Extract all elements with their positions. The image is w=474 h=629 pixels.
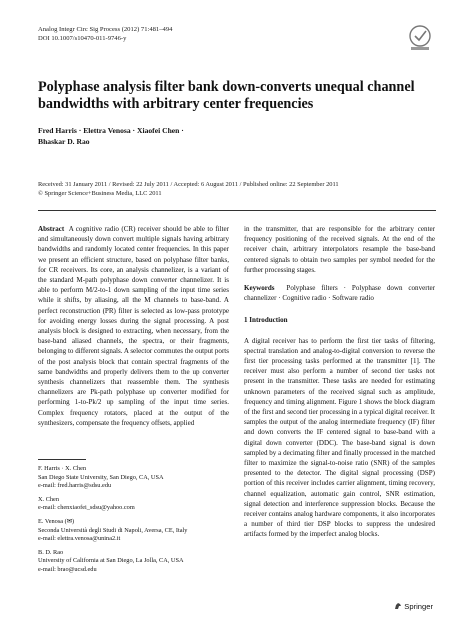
divider xyxy=(38,210,436,211)
paper-title: Polyphase analysis filter bank down-converts unequal channel bandwidths with arbitrary center frequencies xyxy=(38,79,415,112)
crossref-icon xyxy=(407,24,433,52)
affiliation-email: e-mail: fred.harris@sdsu.edu xyxy=(38,482,112,490)
affiliation-email: e-mail: chenxiaofei_sdsu@yahoo.com xyxy=(38,504,135,512)
publisher-name: Springer xyxy=(404,602,433,611)
journal-citation: Analog Integr Circ Sig Process (2012) 71:481–494 xyxy=(38,26,173,33)
abstract xyxy=(38,224,229,428)
keywords-heading: Keywords xyxy=(244,284,275,293)
author-list xyxy=(38,126,458,147)
affiliation-item xyxy=(38,496,233,513)
keywords-body: Polyphase filters · Polyphase down converter channelizer · Cognitive radio · Software radio xyxy=(244,284,436,303)
doi: DOI 10.1007/s10470-011-9746-y xyxy=(38,35,127,42)
affiliation-names: X. Chen xyxy=(38,495,59,503)
journal-header xyxy=(38,25,172,43)
authors-line-2: Bhaskar D. Rao xyxy=(38,136,90,146)
affiliation-org: Seconda Università degli Studi di Napoli, Aversa, CE, Italy xyxy=(38,526,188,534)
affiliation-names: B. D. Rao xyxy=(38,548,64,556)
affiliation-email: e-mail: elettra.venosa@unina2.it xyxy=(38,535,121,543)
affiliation-org: San Diego State University, San Diego, CA, USA xyxy=(38,473,164,481)
affiliation-names: F. Harris · X. Chen xyxy=(38,465,87,472)
affiliation-email: e-mail: brao@ucsd.edu xyxy=(38,565,97,573)
springer-horse-icon xyxy=(394,602,402,610)
abstract-heading: Abstract xyxy=(38,225,65,233)
affiliation-org: University of California at San Diego, La Jolla, CA, USA xyxy=(38,557,184,565)
affiliation-item xyxy=(38,465,233,491)
footnote-rule xyxy=(38,459,86,460)
publication-dates xyxy=(38,180,458,198)
right-column xyxy=(244,224,435,540)
affiliation-item xyxy=(38,549,233,575)
authors-line-1: Fred Harris · Elettra Venosa · Xiaofei Chen · xyxy=(38,126,184,135)
affiliations xyxy=(38,465,233,580)
affiliation-names: E. Venosa (✉) xyxy=(38,517,75,525)
publisher-logo xyxy=(394,602,433,611)
abstract-continued: in the transmitter, that are responsible for the arbitrary center frequency positioning of the received signals. At the end of the receiver chain, arbitrary interpolators resample the base-band centered signals to obtain two samples per symbol needed for the further processing stages. xyxy=(244,225,435,274)
dates-line: Received: 31 January 2011 / Revised: 22 July 2011 / Accepted: 6 August 2011 / Published online: 22 September 2011 xyxy=(38,181,339,188)
keywords xyxy=(244,283,435,303)
section-body: A digital receiver has to perform the first tier tasks of filtering, spectral translation and analog-to-digital conversion to reverse the first tier processing tasks performed at the transmitter [1]. The receiver must also perform a number of second tier tasks not present in the transmitter. These tasks are needed for estimating unknown parameters of the received signal such as amplitude, frequency and timing alignment. Figure 1 shows the block diagram of the first and second tier processing in a typical digital receiver. It samples the output of the analog intermediate frequency (IF) filter and down converts the IF centered signal to base-band with a digital down converter (DDC). The base-band signal is down sampled by a decimating filter and finally processed in the matched filter to maximize the signal-to-noise ratio (SNR) of the samples presented to the detector. The digital signal processing (DSP) portion of this receiver includes carrier alignment, timing recovery, channel equalization, automatic gain control, SNR estimation, signal detection and interference suppression blocks. Because the receiver contains analog hardware components, it also incorporates a number of third tier DSP blocks to suppress the undesired artifacts formed by the imperfect analog blocks. xyxy=(244,336,435,539)
copyright-line: © Springer Science+Business Media, LLC 2011 xyxy=(38,190,162,197)
left-column xyxy=(38,224,229,428)
affiliation-item xyxy=(38,518,233,544)
abstract-body: A cognitive radio (CR) receiver should be able to filter and simultaneously down convert multiple signals having arbitrary bandwidths and randomly located center frequencies. In this paper we present an efficient structure, based on polyphase filter banks, for CR receivers. Its core, an analysis channelizer, is a variant of the standard M-path polyphase down converter channelizer. It is able to perform M/2-to-1 down sampling of the input time series while it shifts, by aliasing, all the M channels to base-band. A perfect reconstruction (PR) filter is selected as low-pass prototype for avoiding energy losses during the signal processing. A post analysis block is designed to extracting, when necessary, from the base-band aliased channels, the spectra, or their fragments, belonging to different signals. A selector commutes the output ports of the post analysis block that contain spectral fragments of the same bandwidths and properly delivers them to the up converter synthesis channelizers that reassemble them. The synthesis channelizers are Pk-path polyphase up converter modified for performing 1-to-Pk/2 up sampling of the input time series. Complex frequency rotators, placed at the output of the synthesizers, compensate the frequency offsets, applied xyxy=(38,225,229,427)
section-heading: 1 Introduction xyxy=(244,316,288,325)
